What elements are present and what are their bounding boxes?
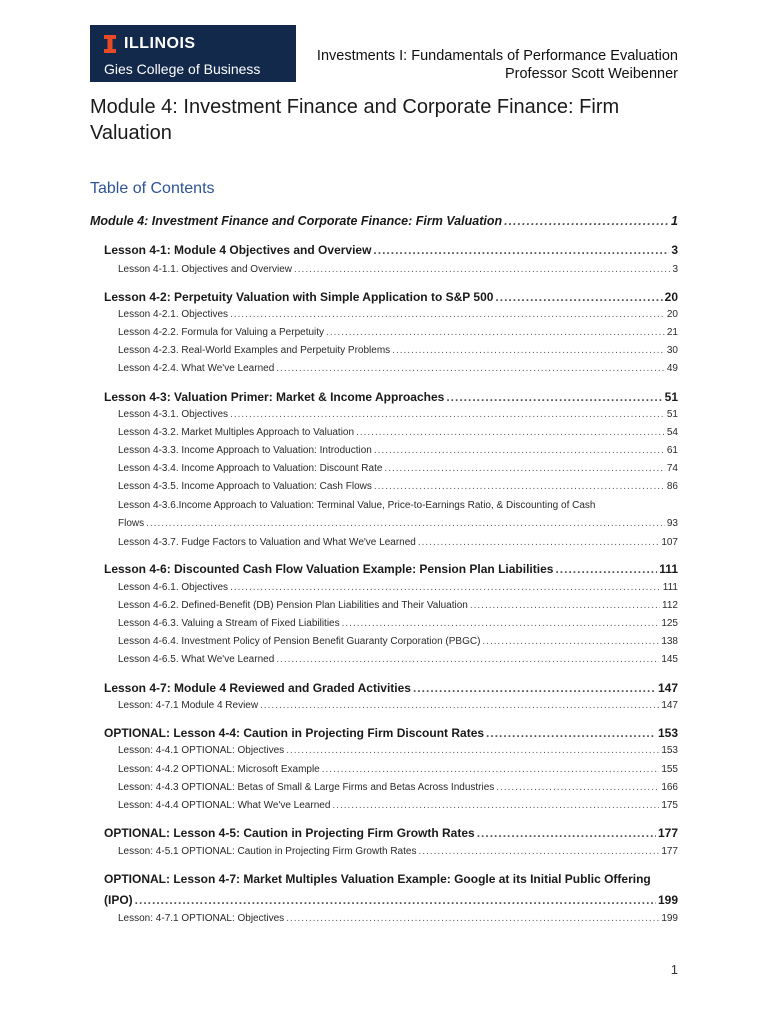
dot-leader (276, 654, 659, 665)
toc-entry-sublesson[interactable] (118, 409, 678, 420)
toc-entry-text: Lesson: 4-4.3 OPTIONAL: Betas of Small & Large Firms and Betas Across Industries (118, 782, 495, 793)
toc-entry-page: 74 (666, 463, 678, 474)
dot-leader (477, 826, 656, 840)
toc-entry-text: Lesson: 4-7.1 OPTIONAL: Objectives (118, 913, 285, 924)
toc-entry-page: 138 (661, 636, 678, 647)
dot-leader (326, 327, 665, 338)
toc-entry-sublesson[interactable] (118, 427, 678, 438)
toc-entry-sublesson[interactable] (118, 445, 678, 456)
toc-entry-page: 166 (661, 782, 678, 793)
dot-leader (374, 481, 665, 492)
toc-entry-text: Lesson: 4-4.4 OPTIONAL: What We've Learned (118, 800, 331, 811)
toc-entry-text: Module 4: Investment Finance and Corporate Finance: Firm Valuation (90, 214, 503, 228)
toc-entry-text: Lesson: 4-7.1 Module 4 Review (118, 700, 259, 711)
module-title-line2: Valuation (90, 122, 172, 144)
toc-entry-page: 155 (661, 764, 678, 775)
toc-entry-text: Lesson 4-2.3. Real-World Examples and Perpetuity Problems (118, 345, 391, 356)
dot-leader (230, 409, 665, 420)
toc-entry-module[interactable] (90, 214, 678, 228)
toc-entry-sublesson[interactable] (118, 636, 678, 647)
dot-leader (470, 600, 660, 611)
toc-entry-page: 86 (666, 481, 678, 492)
dot-leader (555, 562, 657, 576)
toc-entry-sublesson[interactable] (118, 518, 678, 529)
toc-entry-sublesson[interactable] (118, 800, 678, 811)
toc-entry-page: 49 (666, 363, 678, 374)
toc-entry-page: 107 (661, 537, 678, 548)
toc-heading: Table of Contents (90, 180, 215, 197)
toc-entry-lesson[interactable] (104, 243, 678, 257)
toc-entry-text: Lesson 4-1: Module 4 Objectives and Overview (104, 243, 372, 257)
dot-leader (276, 363, 665, 374)
toc-entry-text: Lesson 4-3.5. Income Approach to Valuation: Cash Flows (118, 481, 372, 492)
dot-leader (373, 243, 669, 257)
toc-entry-wrapped-line: Lesson 4-3.6.Income Approach to Valuation: Terminal Value, Price-to-Earnings Ratio, & Discounting of Cash (118, 500, 596, 511)
professor-name: Professor Scott Weibenner (504, 66, 678, 82)
toc-entry-page: 153 (661, 745, 678, 756)
dot-leader (504, 214, 669, 228)
toc-entry-page: 145 (661, 654, 678, 665)
dot-leader (286, 913, 659, 924)
toc-entry-text: Lesson 4-3: Valuation Primer: Market & Income Approaches (104, 390, 445, 404)
toc-entry-sublesson[interactable] (118, 264, 678, 275)
dot-leader (342, 618, 660, 629)
dot-leader (230, 582, 661, 593)
dot-leader (286, 745, 659, 756)
toc-entry-text: Lesson 4-3.1. Objectives (118, 409, 229, 420)
module-title-line1: Module 4: Investment Finance and Corporate Finance: Firm (90, 96, 620, 118)
toc-entry-page: 125 (661, 618, 678, 629)
toc-entry-text: Lesson 4-7: Module 4 Reviewed and Graded Activities (104, 681, 411, 695)
toc-entry-text: Lesson: 4-5.1 OPTIONAL: Caution in Projecting Firm Growth Rates (118, 846, 417, 857)
toc-entry-page: 199 (657, 893, 678, 907)
toc-entry-sublesson[interactable] (118, 846, 678, 857)
toc-entry-sublesson[interactable] (118, 913, 678, 924)
toc-entry-text: Lesson 4-3.4. Income Approach to Valuation: Discount Rate (118, 463, 383, 474)
toc-entry-page: 112 (662, 600, 678, 611)
toc-entry-text: Lesson 4-3.2. Market Multiples Approach to Valuation (118, 427, 355, 438)
toc-entry-sublesson[interactable] (118, 745, 678, 756)
toc-entry-sublesson[interactable] (118, 481, 678, 492)
toc-entry-sublesson[interactable] (118, 345, 678, 356)
toc-entry-text: OPTIONAL: Lesson 4-4: Caution in Projecting Firm Discount Rates (104, 726, 485, 740)
toc-entry-page: 30 (666, 345, 678, 356)
toc-entry-text: Lesson: 4-4.2 OPTIONAL: Microsoft Example (118, 764, 320, 775)
dot-leader (322, 764, 660, 775)
toc-entry-wrapped-line: OPTIONAL: Lesson 4-7: Market Multiples Valuation Example: Google at its Initial Public Offering (104, 872, 651, 886)
toc-entry-text: Lesson 4-2.2. Formula for Valuing a Perpetuity (118, 327, 325, 338)
toc-entry-sublesson[interactable] (118, 309, 678, 320)
toc-entry-page: 93 (666, 518, 678, 529)
toc-entry-sublesson[interactable] (118, 782, 678, 793)
toc-entry-page: 199 (661, 913, 678, 924)
toc-entry-page: 177 (661, 846, 678, 857)
dot-leader (260, 700, 659, 711)
toc-entry-sublesson[interactable] (118, 363, 678, 374)
toc-entry-page: 111 (659, 562, 678, 576)
toc-entry-page: 21 (666, 327, 678, 338)
toc-entry-page: 54 (666, 427, 678, 438)
toc-entry-page: 177 (657, 826, 678, 840)
toc-entry-page: 147 (661, 700, 678, 711)
toc-entry-text: Lesson 4-6.4. Investment Policy of Pension Benefit Guaranty Corporation (PBGC) (118, 636, 481, 647)
toc-entry-text: (IPO) (104, 893, 133, 907)
toc-entry-lesson[interactable] (104, 290, 678, 304)
dot-leader (230, 309, 665, 320)
toc-entry-text: Lesson 4-2: Perpetuity Valuation with Simple Application to S&P 500 (104, 290, 494, 304)
toc-entry-lesson[interactable] (104, 390, 678, 404)
toc-entry-text: Lesson 4-1.1. Objectives and Overview (118, 264, 292, 275)
toc-entry-sublesson[interactable] (118, 700, 678, 711)
dot-leader (418, 846, 659, 857)
toc-entry-text: Lesson 4-3.7. Fudge Factors to Valuation and What We've Learned (118, 537, 416, 548)
toc-entry-page: 61 (666, 445, 678, 456)
toc-entry-page: 51 (666, 409, 678, 420)
toc-entry-text: Lesson: 4-4.1 OPTIONAL: Objectives (118, 745, 285, 756)
toc-entry-page: 51 (664, 390, 678, 404)
toc-entry-page: 147 (657, 681, 678, 695)
dot-leader (384, 463, 664, 474)
logo-subtitle: Gies College of Business (104, 61, 261, 77)
toc-entry-text: Lesson 4-3.3. Income Approach to Valuation: Introduction (118, 445, 372, 456)
dot-leader (135, 893, 656, 907)
toc-entry-sublesson[interactable] (118, 463, 678, 474)
toc-entry-sublesson[interactable] (118, 537, 678, 548)
toc-entry-text: Lesson 4-2.4. What We've Learned (118, 363, 275, 374)
dot-leader (392, 345, 665, 356)
dot-leader (482, 636, 659, 647)
toc-entry-page: 1 (671, 214, 678, 228)
dot-leader (418, 537, 659, 548)
course-title: Investments I: Fundamentals of Performance Evaluation (316, 48, 678, 64)
toc-entry-page: 20 (666, 309, 678, 320)
toc-entry-text: Lesson 4-2.1. Objectives (118, 309, 229, 320)
dot-leader (446, 390, 662, 404)
toc-entry-page: 153 (657, 726, 678, 740)
dot-leader (356, 427, 665, 438)
toc-entry-sublesson[interactable] (118, 654, 678, 665)
logo-name: ILLINOIS (124, 35, 196, 52)
toc-entry-page: 20 (664, 290, 678, 304)
dot-leader (374, 445, 665, 456)
toc-entry-lesson[interactable] (104, 562, 678, 576)
toc-entry-page: 111 (662, 582, 678, 593)
toc-entry-text: Lesson 4-6.2. Defined-Benefit (DB) Pension Plan Liabilities and Their Valuation (118, 600, 468, 611)
toc-entry-text: Lesson 4-6.1. Objectives (118, 582, 229, 593)
dot-leader (294, 264, 670, 275)
toc-entry-text: Flows (118, 518, 145, 529)
toc-entry-text: OPTIONAL: Lesson 4-5: Caution in Projecting Firm Growth Rates (104, 826, 475, 840)
toc-entry-page: 175 (661, 800, 678, 811)
dot-leader (486, 726, 656, 740)
toc-entry-sublesson[interactable] (118, 618, 678, 629)
toc-entry-sublesson[interactable] (118, 764, 678, 775)
toc-entry-sublesson[interactable] (118, 600, 678, 611)
dot-leader (495, 290, 662, 304)
dot-leader (332, 800, 659, 811)
toc-entry-sublesson[interactable] (118, 327, 678, 338)
toc-entry-page: 3 (671, 243, 678, 257)
toc-entry-lesson[interactable] (104, 826, 678, 840)
dot-leader (413, 681, 656, 695)
toc-entry-text: Lesson 4-6: Discounted Cash Flow Valuation Example: Pension Plan Liabilities (104, 562, 554, 576)
toc-entry-lesson[interactable] (104, 893, 678, 907)
dot-leader (496, 782, 659, 793)
toc-entry-text: Lesson 4-6.5. What We've Learned (118, 654, 275, 665)
dot-leader (146, 518, 665, 529)
toc-entry-lesson[interactable] (104, 726, 678, 740)
toc-entry-lesson[interactable] (104, 681, 678, 695)
toc-entry-sublesson[interactable] (118, 582, 678, 593)
page-number: 1 (670, 962, 678, 977)
toc-entry-text: Lesson 4-6.3. Valuing a Stream of Fixed Liabilities (118, 618, 340, 629)
toc-entry-page: 3 (672, 264, 678, 275)
